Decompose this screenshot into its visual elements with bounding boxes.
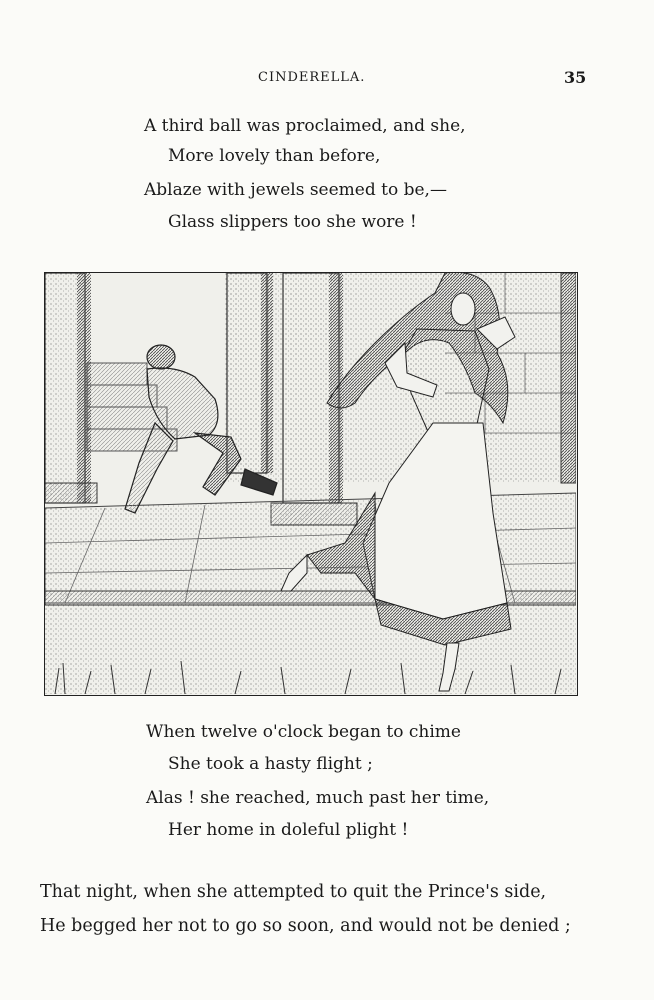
page-number: 35 [564, 68, 587, 87]
verse-line: Her home in doleful plight ! [168, 820, 409, 840]
verse-line: More lovely than before, [168, 146, 381, 166]
verse-line: A third ball was proclaimed, and she, [144, 116, 466, 136]
verse-line: She took a hasty flight ; [168, 754, 373, 774]
prose-line: That night, when she attempted to quit the Prince's side, [40, 882, 547, 902]
verse-line: Alas ! she reached, much past her time, [146, 788, 490, 808]
verse-line: Ablaze with jewels seemed to be,— [144, 180, 447, 200]
verse-line: Glass slippers too she wore ! [168, 212, 417, 232]
prose-line: He begged her not to go so soon, and would not be denied ; [40, 916, 571, 936]
running-title: CINDERELLA. [258, 70, 366, 85]
verse-line: When twelve o'clock began to chime [146, 722, 461, 742]
page-header [0, 70, 654, 94]
illustration-engraving [44, 272, 578, 696]
